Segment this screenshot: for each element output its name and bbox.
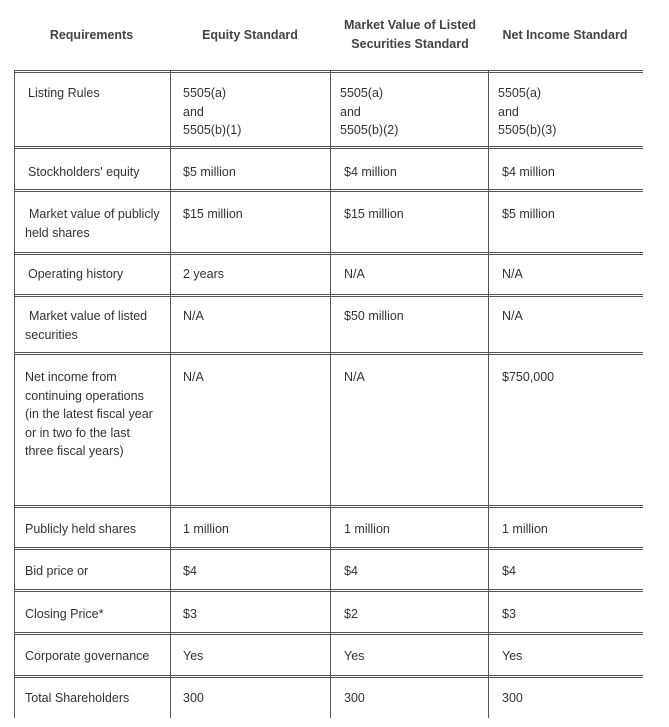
net-income-cell: Yes [502, 649, 523, 663]
row-divider [14, 505, 643, 506]
net-income-cell: $5 million [502, 207, 555, 221]
row-divider [14, 677, 643, 678]
column-divider-3 [330, 70, 331, 718]
row-divider [14, 591, 643, 592]
market-value-cell: $50 million [344, 309, 404, 323]
row-divider [14, 252, 643, 253]
market-value-cell: 5505(a) and 5505(b)(2) [340, 86, 399, 137]
requirement-cell: Bid price or [25, 564, 89, 578]
net-income-cell: N/A [502, 267, 523, 281]
equity-cell: N/A [183, 370, 204, 384]
row-divider [14, 72, 643, 73]
column-divider-4 [488, 70, 489, 718]
equity-cell: 300 [183, 691, 204, 705]
net-income-cell: 5505(a) and 5505(b)(3) [498, 86, 557, 137]
row-divider [14, 507, 643, 508]
net-income-cell: 1 million [502, 522, 548, 536]
row-divider [14, 254, 643, 255]
net-income-cell: $4 million [502, 165, 555, 179]
equity-cell: $5 million [183, 165, 236, 179]
row-divider [14, 675, 643, 676]
equity-cell: 2 years [183, 267, 224, 281]
column-divider-2 [170, 70, 171, 718]
row-divider [14, 189, 643, 190]
requirement-cell: Operating history [28, 267, 124, 281]
row-divider [14, 634, 643, 635]
header-equity-standard: Equity Standard [202, 27, 298, 42]
row-divider [14, 632, 643, 633]
requirement-cell: Publicly held shares [25, 522, 137, 536]
requirement-cell: Listing Rules [28, 86, 100, 100]
market-value-cell: $4 [344, 564, 358, 578]
market-value-cell: 1 million [344, 522, 390, 536]
row-divider [14, 352, 643, 353]
market-value-cell: $2 [344, 607, 358, 621]
row-divider [14, 191, 643, 192]
requirement-cell: Stockholders' equity [28, 165, 140, 179]
row-divider [14, 589, 643, 590]
header-market-value-standard: Market Value of Listed Securities Standard [344, 18, 476, 51]
row-divider [14, 549, 643, 550]
equity-cell: N/A [183, 309, 204, 323]
equity-cell: $4 [183, 564, 197, 578]
requirement-cell: Market value of listed securities [25, 309, 148, 342]
market-value-cell: $15 million [344, 207, 404, 221]
row-divider [14, 146, 643, 147]
row-divider [14, 70, 643, 71]
net-income-cell: $3 [502, 607, 516, 621]
equity-cell: 1 million [183, 522, 229, 536]
requirement-cell: Corporate governance [25, 649, 150, 663]
market-value-cell: $4 million [344, 165, 397, 179]
net-income-cell: 300 [502, 691, 523, 705]
row-divider [14, 148, 643, 149]
requirement-cell: Closing Price* [25, 607, 104, 621]
row-divider [14, 354, 643, 355]
row-divider [14, 294, 643, 295]
requirement-cell: Net income from continuing operations (in the latest fiscal year or in two fo the last three fiscal years) [25, 370, 153, 458]
equity-cell: $15 million [183, 207, 243, 221]
equity-cell: 5505(a) and 5505(b)(1) [183, 86, 242, 137]
row-divider [14, 296, 643, 297]
net-income-cell: $4 [502, 564, 516, 578]
net-income-cell: $750,000 [502, 370, 555, 384]
requirement-cell: Market value of publicly held shares [25, 207, 160, 240]
header-requirements: Requirements [49, 27, 134, 42]
market-value-cell: 300 [344, 691, 365, 705]
market-value-cell: N/A [344, 267, 365, 281]
column-divider-1 [14, 70, 15, 718]
market-value-cell: Yes [344, 649, 365, 663]
equity-cell: Yes [183, 649, 204, 663]
header-net-income-standard: Net Income Standard [502, 27, 628, 42]
requirement-cell: Total Shareholders [25, 691, 130, 705]
net-income-cell: N/A [502, 309, 523, 323]
market-value-cell: N/A [344, 370, 365, 384]
row-divider [14, 547, 643, 548]
equity-cell: $3 [183, 607, 197, 621]
